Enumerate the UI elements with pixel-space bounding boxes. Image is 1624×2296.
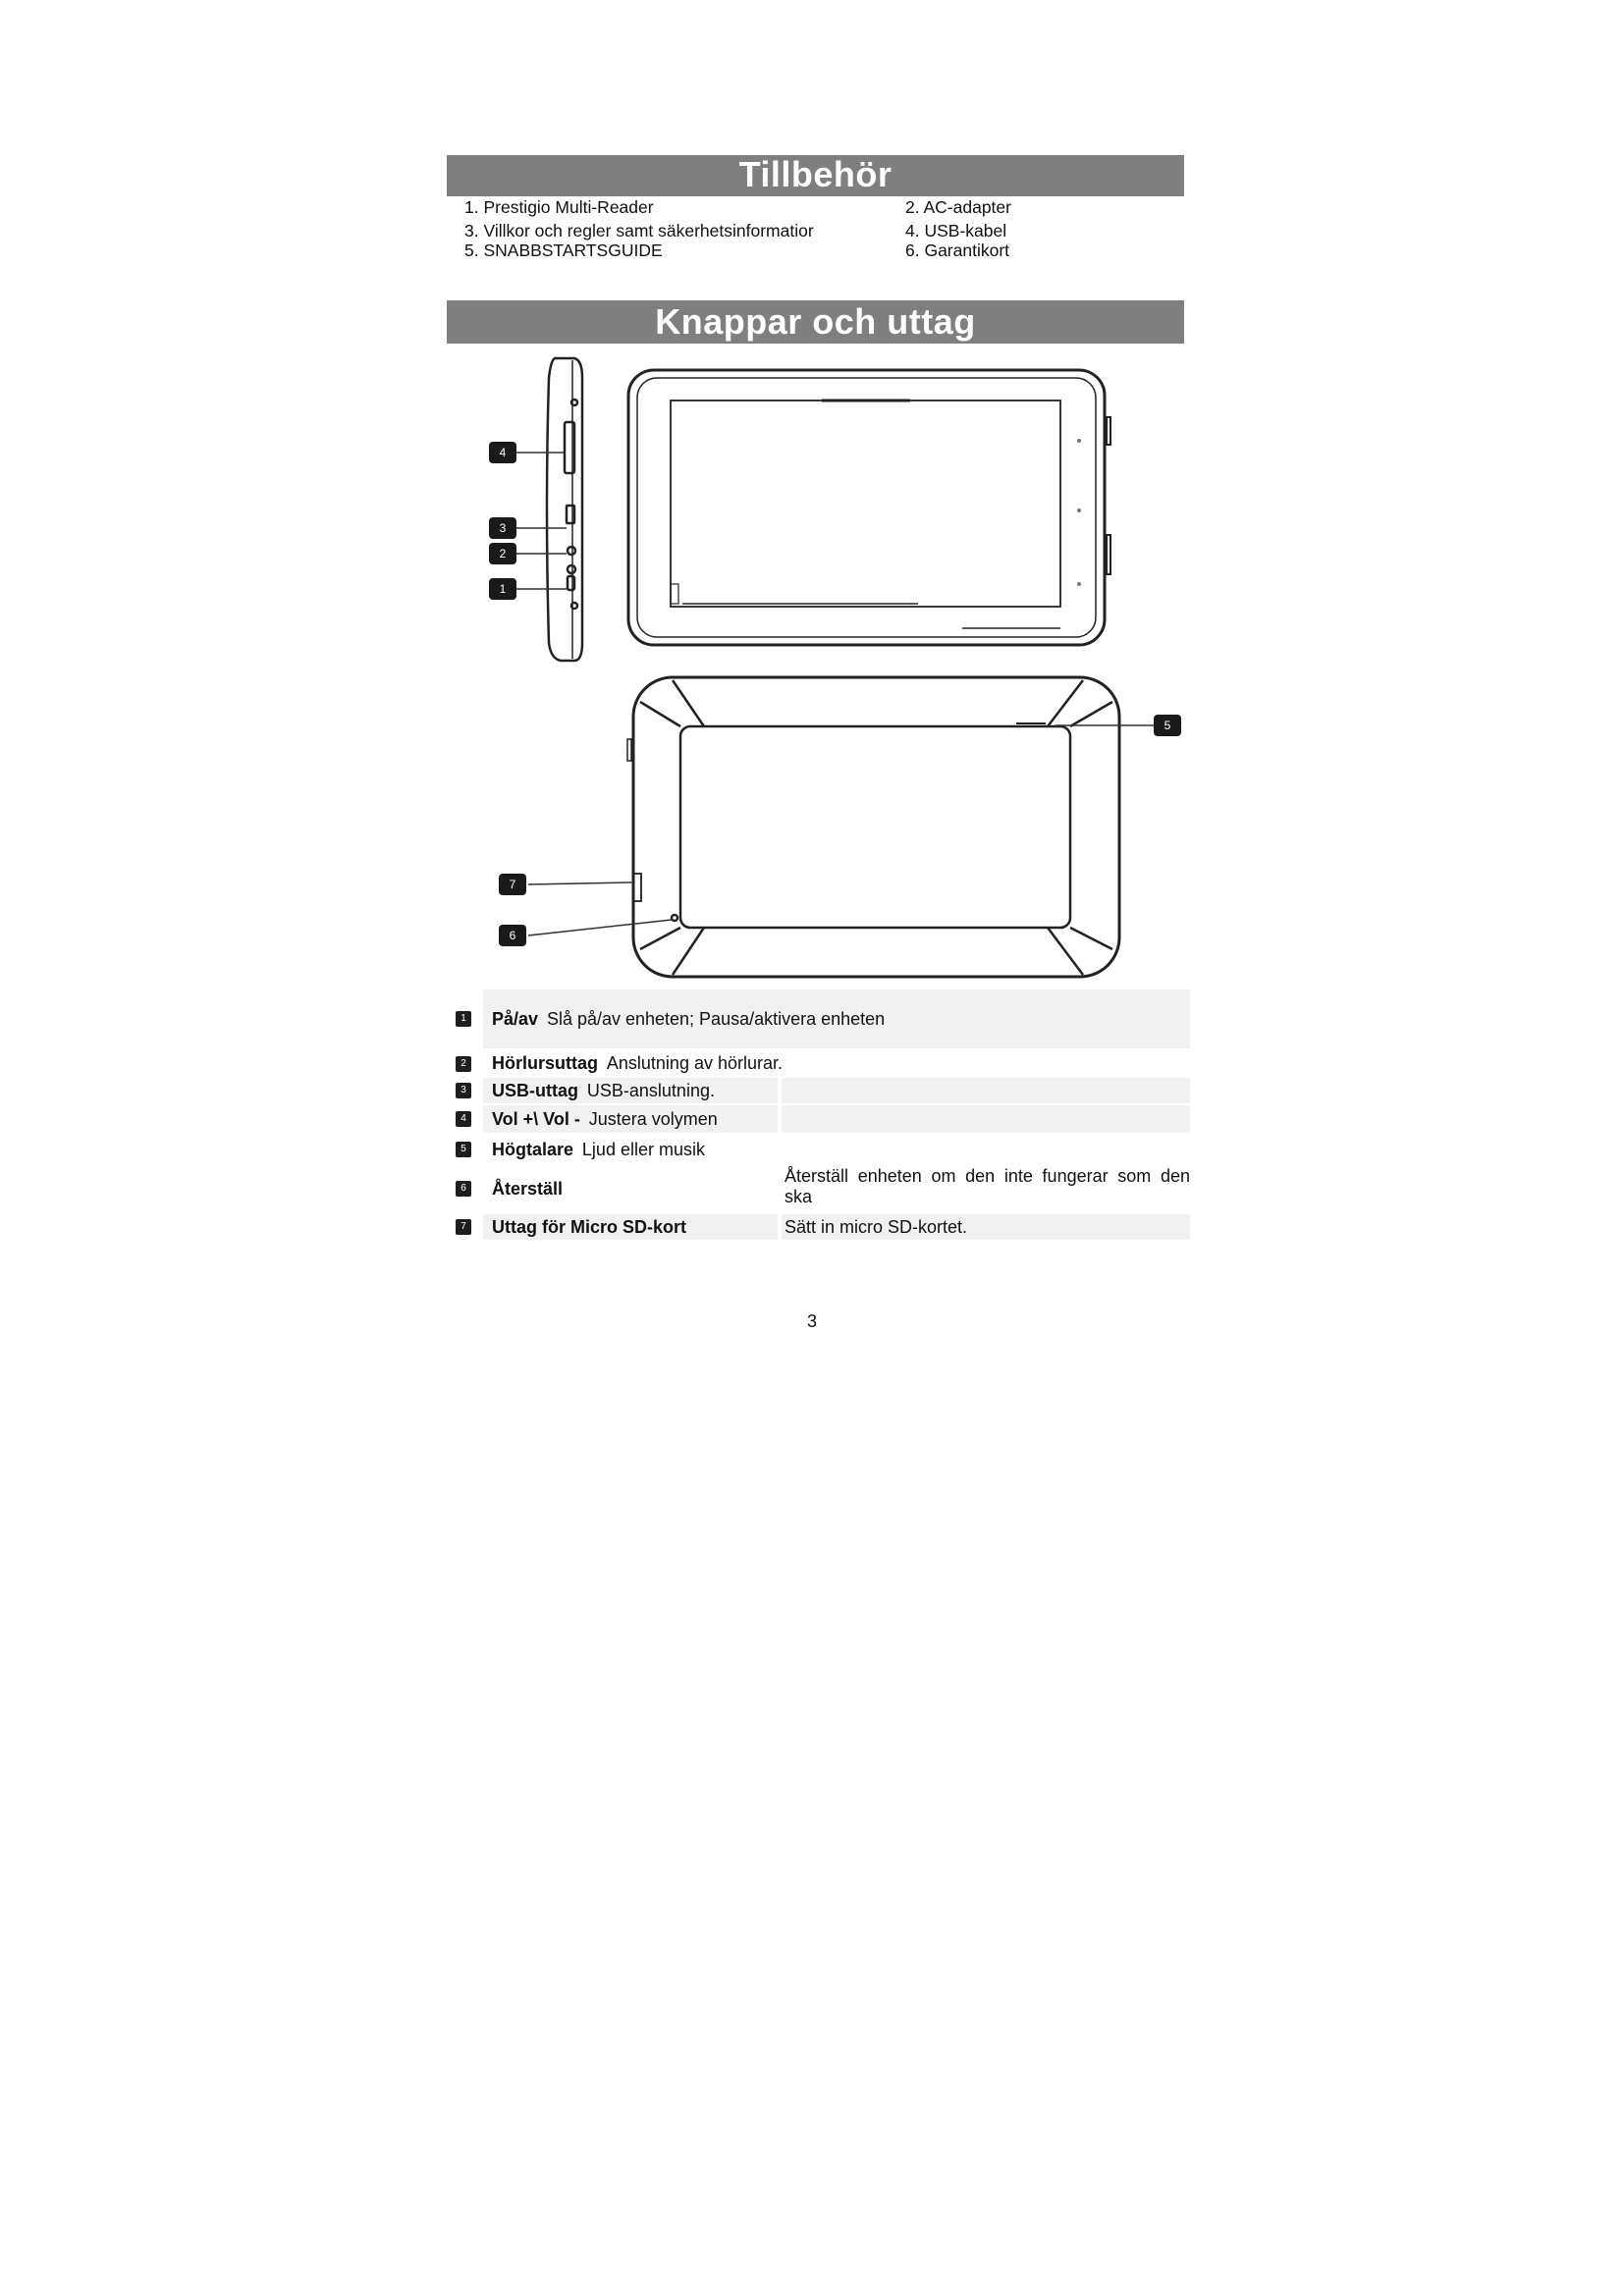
page-number: 3 bbox=[806, 1311, 817, 1331]
legend-number: 2 bbox=[456, 1056, 471, 1072]
accessory-item: 6. Garantikort bbox=[905, 240, 1010, 260]
legend-label: Högtalare bbox=[492, 1140, 574, 1159]
legend-label: USB-uttag bbox=[492, 1081, 578, 1100]
callout-1: 1 bbox=[489, 578, 516, 600]
legend-label: På/av bbox=[492, 1009, 539, 1029]
accessory-item: 4. USB-kabel bbox=[905, 221, 1007, 240]
legend-number: 5 bbox=[456, 1142, 471, 1157]
legend-row bbox=[452, 1166, 1190, 1211]
accessory-item: 1. Prestigio Multi-Reader bbox=[464, 197, 654, 217]
legend-description: Anslutning av hörlurar. bbox=[606, 1053, 783, 1073]
callout-5: 5 bbox=[1154, 715, 1181, 736]
legend-label: Vol +\ Vol - bbox=[492, 1109, 580, 1129]
legend-row bbox=[452, 1078, 1190, 1103]
callout-6: 6 bbox=[499, 925, 526, 946]
legend-number: 1 bbox=[456, 1011, 471, 1027]
accessories-heading: Tillbehör bbox=[447, 155, 1184, 196]
legend-number: 7 bbox=[456, 1219, 471, 1235]
legend-number: 4 bbox=[456, 1111, 471, 1127]
legend-row bbox=[452, 1048, 1190, 1076]
callout-3: 3 bbox=[489, 517, 516, 539]
callout-4: 4 bbox=[489, 442, 516, 463]
legend-row bbox=[452, 1214, 1190, 1240]
accessory-item: 5. SNABBSTARTSGUIDE bbox=[464, 240, 663, 260]
buttons-heading: Knappar och uttag bbox=[447, 300, 1184, 344]
legend-row bbox=[452, 1135, 1190, 1164]
legend-label: Hörlursuttag bbox=[492, 1053, 598, 1073]
legend-label: Uttag för Micro SD-kort bbox=[492, 1217, 686, 1237]
legend-row bbox=[452, 1105, 1190, 1133]
legend-number: 3 bbox=[456, 1083, 471, 1098]
legend-description: Slå på/av enheten; Pausa/aktivera enheten bbox=[546, 1009, 886, 1029]
callout-7: 7 bbox=[499, 874, 526, 895]
legend-description: USB-anslutning. bbox=[586, 1081, 715, 1100]
accessory-item: 3. Villkor och regler samt säkerhetsinformatior bbox=[464, 221, 814, 240]
legend-description: Återställ enheten om den inte fungerar som den ska bbox=[785, 1166, 1190, 1206]
callout-2: 2 bbox=[489, 543, 516, 564]
legend-number: 6 bbox=[456, 1181, 471, 1197]
legend-label: Återställ bbox=[492, 1179, 564, 1199]
device-diagram bbox=[447, 348, 1193, 982]
legend-row bbox=[452, 989, 1190, 1048]
legend-description: Sätt in micro SD-kortet. bbox=[785, 1217, 968, 1237]
tablet-illustration bbox=[447, 348, 1193, 982]
legend-description: Justera volymen bbox=[588, 1109, 718, 1129]
legend-description: Ljud eller musik bbox=[581, 1140, 705, 1159]
accessory-item: 2. AC-adapter bbox=[905, 197, 1011, 217]
